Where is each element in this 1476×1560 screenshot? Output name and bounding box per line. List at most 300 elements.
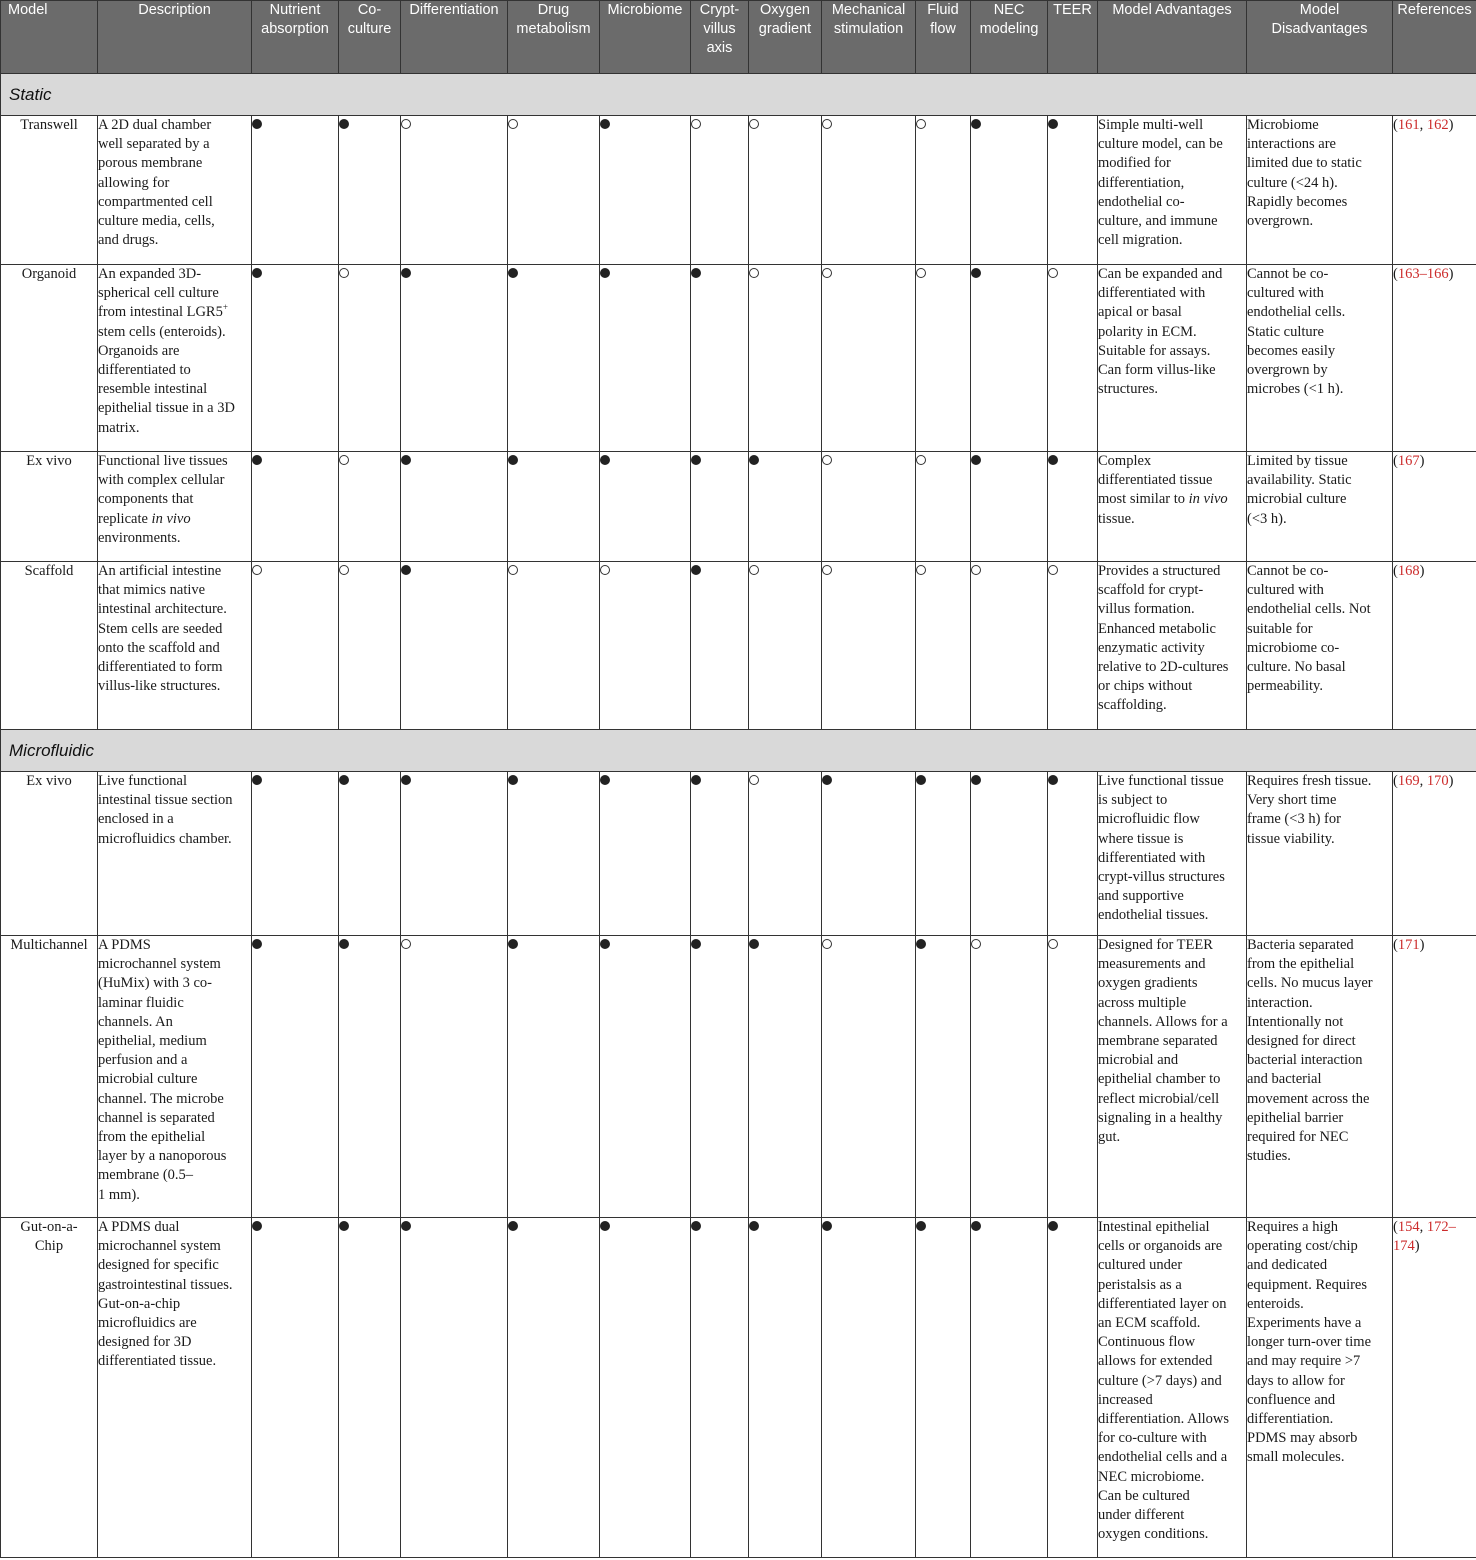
text-line: Cannot be co-: [1247, 266, 1329, 282]
text-line: from intestinal LGR5+: [98, 302, 228, 321]
col-header-text: metabolism: [516, 21, 591, 37]
table-row: [1, 116, 1476, 265]
filled-circle-icon: [691, 939, 701, 949]
feature-nec-modeling: [971, 452, 1048, 562]
filled-circle-icon: [252, 268, 262, 278]
col-header-text: Model: [8, 2, 48, 18]
feature-nutrient-absorption: [252, 116, 339, 265]
text-line: microfluidic flow: [1098, 811, 1200, 828]
text-line: scaffolding.: [1098, 697, 1167, 714]
text-line: crypt-villus structures: [1098, 869, 1225, 886]
text-line: interaction.: [1247, 994, 1313, 1011]
text-line: Intentionally not: [1247, 1013, 1344, 1030]
feature-nutrient-absorption: [252, 772, 339, 936]
feature-co-culture: [339, 936, 401, 1218]
feature-teer: [1048, 116, 1098, 265]
filled-circle-icon: [600, 775, 610, 785]
text-line: under different: [1098, 1507, 1185, 1524]
text-line: longer turn-over time: [1247, 1334, 1372, 1351]
empty-circle-icon: [401, 119, 411, 129]
empty-circle-icon: [822, 119, 832, 129]
feature-microbiome: [600, 562, 691, 730]
feature-oxygen-gradient: [749, 116, 822, 265]
empty-circle-icon: [971, 939, 981, 949]
filled-circle-icon: [600, 1221, 610, 1231]
empty-circle-icon: [508, 565, 518, 575]
feature-drug-metabolism: [508, 116, 600, 265]
feature-nutrient-absorption: [252, 562, 339, 730]
text-line: channels. Allows for a: [1098, 1013, 1228, 1030]
table-row: [1, 936, 1476, 1218]
filled-circle-icon: [508, 775, 518, 785]
filled-circle-icon: [916, 939, 926, 949]
reference-link[interactable]: 169: [1397, 773, 1420, 789]
references: [1393, 1218, 1476, 1558]
col-header-text: References: [1397, 2, 1472, 18]
text-line: differentiated to: [98, 362, 191, 379]
advantages: [1098, 265, 1247, 452]
text-line: Rapidly becomes: [1247, 193, 1348, 210]
reference-punct: ): [1419, 453, 1425, 469]
filled-circle-icon: [691, 565, 701, 575]
text-line: small molecules.: [1247, 1449, 1345, 1466]
filled-circle-icon: [600, 119, 610, 129]
filled-circle-icon: [252, 455, 262, 465]
text-line: microfluidics chamber.: [98, 830, 232, 847]
text-line: reflect microbial/cell: [1098, 1090, 1220, 1107]
text-line: culture model, can be: [1098, 136, 1223, 153]
text-line: culture. No basal: [1247, 659, 1346, 676]
filled-circle-icon: [508, 939, 518, 949]
text-line: bacterial interaction: [1247, 1052, 1363, 1069]
reference-punct: ): [1419, 563, 1425, 579]
col-header-text: Mechanical: [831, 2, 906, 18]
disadvantages: [1247, 116, 1393, 265]
empty-circle-icon: [1048, 565, 1058, 575]
feature-co-culture: [339, 452, 401, 562]
feature-differentiation: [401, 772, 508, 936]
text-line: overgrown by: [1247, 362, 1328, 379]
references: [1393, 936, 1476, 1218]
feature-drug-metabolism: [508, 265, 600, 452]
feature-fluid-flow: [916, 265, 971, 452]
text-line: layer by a nanoporous: [98, 1148, 227, 1165]
text-line: Provides a structured: [1098, 563, 1221, 579]
reference-link[interactable]: 162: [1426, 117, 1449, 133]
text-line: Stem cells are seeded: [98, 620, 223, 637]
empty-circle-icon: [1048, 268, 1058, 278]
filled-circle-icon: [508, 268, 518, 278]
feature-nec-modeling: [971, 936, 1048, 1218]
feature-nec-modeling: [971, 562, 1048, 730]
feature-oxygen-gradient: [749, 562, 822, 730]
description: [98, 772, 252, 936]
reference-punct: ): [1448, 266, 1454, 282]
filled-circle-icon: [822, 1221, 832, 1231]
text-line: most similar to in vivo: [1098, 491, 1228, 508]
section-row-static: [1, 74, 1476, 116]
text-line: Microbiome: [1247, 117, 1319, 133]
text-line: from the epithelial: [98, 1129, 206, 1146]
text-line: tissue.: [1098, 510, 1135, 527]
feature-fluid-flow: [916, 936, 971, 1218]
reference-link[interactable]: 168: [1397, 563, 1420, 579]
text-line: movement across the: [1247, 1090, 1370, 1107]
col-header-text: axis: [706, 40, 733, 56]
text-line: endothelial cells. Not: [1247, 601, 1371, 618]
feature-microbiome: [600, 265, 691, 452]
filled-circle-icon: [252, 1221, 262, 1231]
text-line: environments.: [98, 529, 181, 546]
filled-circle-icon: [252, 119, 262, 129]
text-line: gut.: [1098, 1129, 1121, 1146]
text-line: allowing for: [98, 174, 170, 191]
empty-circle-icon: [971, 565, 981, 575]
feature-mechanical-stimulation: [822, 452, 916, 562]
text-line: (HuMix) with 3 co-: [98, 975, 212, 992]
text-line: Complex: [1098, 453, 1152, 469]
feature-differentiation: [401, 265, 508, 452]
text-line: allows for extended: [1098, 1353, 1213, 1370]
reference-punct: ,: [1419, 117, 1427, 133]
feature-nutrient-absorption: [252, 265, 339, 452]
feature-differentiation: [401, 936, 508, 1218]
text-line: Gut-on-a-chip: [98, 1295, 181, 1312]
col-header-text: stimulation: [833, 21, 904, 37]
model-name: Multichannel: [1, 936, 98, 1218]
header-row: [1, 1, 1476, 74]
reference-link[interactable]: 161: [1397, 117, 1420, 133]
text-line: and bacterial: [1247, 1071, 1322, 1088]
empty-circle-icon: [339, 565, 349, 575]
col-header-fluid-flow: [916, 1, 971, 74]
text-line: epithelial barrier: [1247, 1109, 1344, 1126]
feature-mechanical-stimulation: [822, 1218, 916, 1558]
feature-crypt-villus-axis: [691, 936, 749, 1218]
reference-punct: (: [1393, 453, 1398, 469]
feature-oxygen-gradient: [749, 772, 822, 936]
col-header-text: modeling: [979, 21, 1039, 37]
filled-circle-icon: [252, 775, 262, 785]
text-line: studies.: [1247, 1148, 1291, 1165]
feature-fluid-flow: [916, 452, 971, 562]
feature-nec-modeling: [971, 116, 1048, 265]
reference-link[interactable]: 167: [1397, 453, 1420, 469]
filled-circle-icon: [971, 455, 981, 465]
filled-circle-icon: [339, 1221, 349, 1231]
col-header-description: [98, 1, 252, 74]
feature-differentiation: [401, 562, 508, 730]
feature-co-culture: [339, 562, 401, 730]
text-line: An expanded 3D-: [98, 266, 202, 282]
text-line: Continuous flow: [1098, 1334, 1196, 1351]
text-line: cultured with: [1247, 285, 1324, 302]
feature-teer: [1048, 772, 1098, 936]
text-line: increased: [1098, 1391, 1153, 1408]
feature-mechanical-stimulation: [822, 116, 916, 265]
text-line: suitable for: [1247, 620, 1313, 637]
empty-circle-icon: [916, 455, 926, 465]
reference-link[interactable]: 171: [1397, 937, 1420, 953]
feature-differentiation: [401, 1218, 508, 1558]
reference-link[interactable]: 172–: [1426, 1219, 1456, 1235]
text-line: cell migration.: [1098, 232, 1183, 249]
text-line: permeability.: [1247, 678, 1323, 695]
feature-fluid-flow: [916, 116, 971, 265]
disadvantages: [1247, 452, 1393, 562]
description: [98, 936, 252, 1218]
feature-fluid-flow: [916, 562, 971, 730]
feature-crypt-villus-axis: [691, 562, 749, 730]
model-name: Ex vivo: [1, 452, 98, 562]
text-line: that mimics native: [98, 582, 206, 599]
text-line: relative to 2D-cultures: [1098, 659, 1229, 676]
text-line: from the epithelial: [1247, 956, 1355, 973]
text-line: equipment. Requires: [1247, 1276, 1368, 1293]
section-row-microfluidic: [1, 730, 1476, 772]
empty-circle-icon: [508, 119, 518, 129]
feature-oxygen-gradient: [749, 936, 822, 1218]
filled-circle-icon: [1048, 119, 1058, 129]
filled-circle-icon: [339, 775, 349, 785]
advantages: [1098, 116, 1247, 265]
text-line: microbiome co-: [1247, 639, 1340, 656]
col-header-co-culture: [339, 1, 401, 74]
text-line: Suitable for assays.: [1098, 342, 1211, 359]
text-line: Experiments have a: [1247, 1315, 1362, 1332]
text-line: An artificial intestine: [98, 563, 222, 579]
model-name-part: Chip: [34, 1238, 64, 1255]
filled-circle-icon: [971, 119, 981, 129]
reference-punct: (: [1393, 563, 1398, 579]
text-line: Organoids are: [98, 342, 180, 359]
feature-crypt-villus-axis: [691, 1218, 749, 1558]
model-name: Transwell: [1, 116, 98, 265]
reference-punct: (: [1393, 937, 1398, 953]
text-line: peristalsis as a: [1098, 1276, 1182, 1293]
model-name: Ex vivo: [1, 772, 98, 936]
feature-co-culture: [339, 116, 401, 265]
text-line: channel is separated: [98, 1109, 215, 1126]
reference-punct: (: [1393, 773, 1398, 789]
reference-punct: (: [1393, 117, 1398, 133]
col-header-model-disadvantages: [1247, 1, 1393, 74]
reference-link[interactable]: 154: [1397, 1219, 1420, 1235]
col-header-teer: [1048, 1, 1098, 74]
filled-circle-icon: [401, 775, 411, 785]
text-line: epithelial tissue in a 3D: [98, 400, 235, 417]
feature-nutrient-absorption: [252, 452, 339, 562]
feature-co-culture: [339, 772, 401, 936]
reference-punct: (: [1393, 266, 1398, 282]
text-line: microchannel system: [98, 1238, 221, 1255]
text-line: structures.: [1098, 381, 1158, 398]
text-line: confluence and: [1247, 1391, 1336, 1408]
feature-mechanical-stimulation: [822, 772, 916, 936]
text-line: cells or organoids are: [1098, 1238, 1223, 1255]
reference-punct: ): [1414, 1238, 1420, 1255]
text-line: Enhanced metabolic: [1098, 620, 1216, 637]
feature-microbiome: [600, 452, 691, 562]
table-row: [1, 562, 1476, 730]
text-line: PDMS may absorb: [1247, 1430, 1358, 1447]
feature-teer: [1048, 936, 1098, 1218]
reference-link[interactable]: 163–166: [1397, 266, 1449, 282]
text-line: epithelial chamber to: [1098, 1071, 1221, 1088]
filled-circle-icon: [508, 1221, 518, 1231]
feature-nec-modeling: [971, 1218, 1048, 1558]
text-line: Can be cultured: [1098, 1487, 1190, 1504]
disadvantages: [1247, 936, 1393, 1218]
text-line: and supportive: [1098, 888, 1184, 905]
text-line: Very short time: [1247, 792, 1337, 809]
empty-circle-icon: [916, 119, 926, 129]
text-line: designed for 3D: [98, 1334, 192, 1351]
feature-differentiation: [401, 452, 508, 562]
feature-microbiome: [600, 772, 691, 936]
col-header-text: culture: [347, 21, 392, 37]
reference-punct: ): [1448, 117, 1454, 133]
empty-circle-icon: [822, 939, 832, 949]
reference-link[interactable]: 170: [1426, 773, 1449, 789]
text-line: microchannel system: [98, 956, 221, 973]
col-header-text: Model: [1299, 2, 1340, 18]
col-header-drug-metabolism: [508, 1, 600, 74]
feature-microbiome: [600, 1218, 691, 1558]
text-line: and dedicated: [1247, 1257, 1328, 1274]
feature-mechanical-stimulation: [822, 265, 916, 452]
filled-circle-icon: [691, 268, 701, 278]
text-line: Intestinal epithelial: [1098, 1219, 1210, 1235]
feature-crypt-villus-axis: [691, 772, 749, 936]
col-header-text: Crypt-: [699, 2, 740, 18]
text-line: cells. No mucus layer: [1247, 975, 1373, 992]
text-line: limited due to static: [1247, 155, 1362, 172]
text-line: differentiated with: [1098, 849, 1206, 866]
filled-circle-icon: [401, 565, 411, 575]
text-line: differentiated with: [1098, 285, 1206, 302]
text-line: Can form villus-like: [1098, 362, 1216, 379]
text-line: differentiated tissue.: [98, 1353, 217, 1370]
text-line: polarity in ECM.: [1098, 323, 1197, 340]
feature-mechanical-stimulation: [822, 936, 916, 1218]
text-line: differentiated to form: [98, 659, 223, 676]
table-row: [1, 772, 1476, 936]
text-line: enteroids.: [1247, 1295, 1304, 1312]
text-line: channels. An: [98, 1013, 173, 1030]
text-line: (<3 h).: [1247, 510, 1287, 527]
description: [98, 116, 252, 265]
empty-circle-icon: [916, 268, 926, 278]
text-line: channel. The microbe: [98, 1090, 224, 1107]
filled-circle-icon: [749, 455, 759, 465]
text-line: epithelial, medium: [98, 1033, 207, 1050]
feature-drug-metabolism: [508, 452, 600, 562]
feature-fluid-flow: [916, 772, 971, 936]
col-header-nec-modeling: [971, 1, 1048, 74]
text-line: Can be expanded and: [1098, 266, 1223, 282]
text-line: villus-like structures.: [98, 678, 221, 695]
feature-oxygen-gradient: [749, 265, 822, 452]
text-line: components that: [98, 491, 194, 508]
feature-mechanical-stimulation: [822, 562, 916, 730]
description: [98, 265, 252, 452]
text-line: intestinal tissue section: [98, 792, 233, 809]
reference-punct: ): [1419, 937, 1425, 953]
filled-circle-icon: [508, 455, 518, 465]
text-line: culture (>7 days) and: [1098, 1372, 1222, 1389]
feature-nutrient-absorption: [252, 1218, 339, 1558]
text-line: required for NEC: [1247, 1129, 1349, 1146]
filled-circle-icon: [971, 268, 981, 278]
text-line: differentiated layer on: [1098, 1295, 1227, 1312]
feature-crypt-villus-axis: [691, 265, 749, 452]
text-line: Static culture: [1247, 323, 1324, 340]
feature-microbiome: [600, 116, 691, 265]
text-line: with complex cellular: [98, 472, 225, 489]
col-header-microbiome: [600, 1, 691, 74]
col-header-model-advantages: [1098, 1, 1247, 74]
col-header-text: absorption: [261, 21, 329, 37]
filled-circle-icon: [1048, 455, 1058, 465]
filled-circle-icon: [691, 775, 701, 785]
empty-circle-icon: [339, 268, 349, 278]
feature-drug-metabolism: [508, 772, 600, 936]
disadvantages: [1247, 772, 1393, 936]
text-line: where tissue is: [1098, 830, 1184, 847]
text-line: frame (<3 h) for: [1247, 811, 1341, 828]
text-line: endothelial co-: [1098, 193, 1185, 210]
feature-nec-modeling: [971, 265, 1048, 452]
text-line: differentiation.: [1247, 1411, 1334, 1428]
text-line: Designed for TEER: [1098, 937, 1213, 953]
col-header-text: Co-: [357, 2, 382, 18]
col-header-text: Fluid: [927, 2, 959, 18]
references: [1393, 562, 1476, 730]
text-line: interactions are: [1247, 136, 1336, 153]
text-line: A PDMS dual: [98, 1219, 180, 1235]
text-line: overgrown.: [1247, 213, 1314, 230]
text-line: replicate in vivo: [98, 510, 191, 527]
text-line: designed for specific: [98, 1257, 219, 1274]
table-row: [1, 452, 1476, 562]
text-line: apical or basal: [1098, 304, 1182, 321]
model-name-part: Gut-on-a-: [20, 1219, 78, 1235]
advantages: [1098, 1218, 1247, 1558]
text-line: Limited by tissue: [1247, 453, 1348, 469]
reference-punct: (: [1393, 1219, 1398, 1235]
filled-circle-icon: [600, 268, 610, 278]
col-header-text: Description: [138, 2, 211, 18]
reference-punct: ,: [1419, 773, 1427, 789]
disadvantages: [1247, 562, 1393, 730]
empty-circle-icon: [600, 565, 610, 575]
text-line: endothelial cells and a: [1098, 1449, 1228, 1466]
reference-link[interactable]: 174: [1393, 1238, 1415, 1255]
filled-circle-icon: [971, 775, 981, 785]
text-line: signaling in a healthy: [1098, 1109, 1223, 1126]
filled-circle-icon: [401, 1221, 411, 1231]
model-name: [1, 1218, 98, 1558]
table-body: [1, 74, 1476, 1558]
filled-circle-icon: [252, 939, 262, 949]
filled-circle-icon: [822, 775, 832, 785]
empty-circle-icon: [822, 455, 832, 465]
reference-punct: ,: [1419, 1219, 1427, 1235]
references: [1393, 116, 1476, 265]
empty-circle-icon: [822, 268, 832, 278]
text-line: designed for direct: [1247, 1033, 1356, 1050]
